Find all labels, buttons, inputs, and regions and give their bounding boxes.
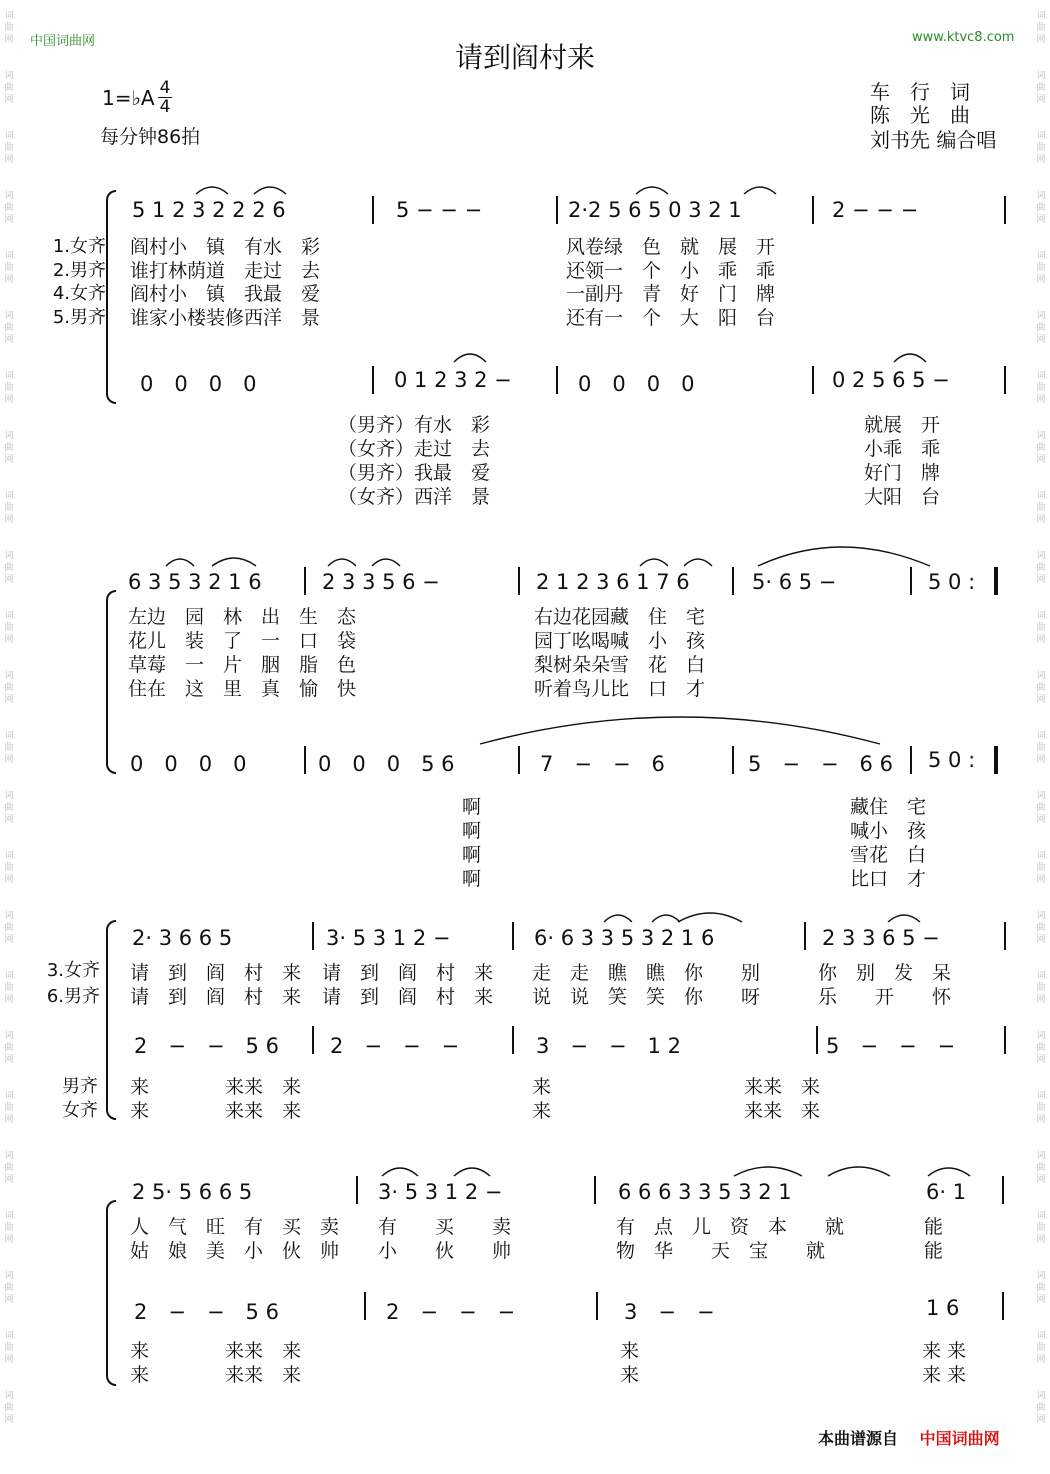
s3-lower-m1: 2 − − 5 6 — [134, 1034, 279, 1058]
slur — [166, 559, 194, 566]
slur — [678, 913, 742, 922]
slur — [888, 915, 920, 922]
s2-upper-m5: 5 0 : — [928, 570, 976, 594]
side-watermark-text: 词 曲 网 — [1036, 731, 1046, 765]
lyric-line: 来 — [620, 1364, 640, 1386]
lyric-line: 来 来来 来 — [130, 1076, 302, 1098]
lyricist-credit: 车 行 词 — [870, 80, 970, 104]
lyric-line: 来来 来 — [744, 1100, 821, 1122]
lyric-line: 人 气 旺 有 买 卖 — [130, 1216, 340, 1238]
lyric-line: 来 — [532, 1100, 552, 1122]
lyric-line: 来 来 — [922, 1340, 967, 1362]
lyric-line: 乐 开 怀 — [818, 986, 952, 1008]
lyric-line: 阎村小 镇 我最 爱 — [130, 283, 321, 305]
side-watermark-text: 词 曲 网 — [1036, 311, 1046, 345]
s1-lower-m1: 0 0 0 0 — [140, 372, 257, 396]
side-watermark-text: 词 曲 网 — [1036, 611, 1046, 645]
side-watermark-text: 词 曲 网 — [4, 611, 14, 645]
s4-upper-m3: 6 6 6 3 3 5 3 2 1 — [618, 1180, 792, 1204]
lyric-line: 能 — [924, 1240, 944, 1262]
lyric-line: 听着鸟儿比 口 才 — [534, 678, 706, 700]
slur — [734, 1167, 802, 1176]
lyric-line: 谁家小楼装修西洋 景 — [130, 307, 321, 329]
s2-lower-m5: 5 0 : — [928, 748, 976, 772]
lyric-line: 来 — [532, 1076, 552, 1098]
slur — [604, 915, 632, 922]
s1-upper-m2: 5 − − − — [396, 198, 483, 222]
lyric-line: 还有一 个 大 阳 台 — [566, 307, 776, 329]
lyric-line: 右边花园藏 住 宅 — [534, 606, 706, 628]
key-signature: 1=♭A — [102, 86, 155, 110]
lyric-line: 花儿 装 了 一 口 袋 — [128, 630, 357, 652]
side-watermark-text: 词 曲 网 — [4, 1211, 14, 1245]
side-watermark-text: 词 曲 网 — [4, 551, 14, 585]
side-watermark-text: 词 曲 网 — [4, 1271, 14, 1305]
lyric-line: 你 别 发 呆 — [818, 962, 952, 984]
lyric-line: 来 来来 来 — [130, 1364, 302, 1386]
s4-lower-m4: 1 6 — [926, 1296, 960, 1320]
lyric-line: 藏住 宅 — [850, 796, 927, 818]
footer-source-site: 中国词曲网 — [919, 1429, 1000, 1448]
footer-source — [818, 1426, 1000, 1449]
s2-lower-m3: 7 − − 6 — [540, 752, 665, 776]
slur — [758, 547, 930, 566]
side-watermark-text: 词 曲 网 — [1036, 851, 1046, 885]
s3-lower-m2: 2 − − − — [330, 1034, 460, 1058]
voice-label: 5.男齐 — [52, 307, 106, 328]
slur — [328, 559, 356, 566]
side-watermark-text: 词 曲 网 — [4, 971, 14, 1005]
lyric-line: 一副丹 青 好 门 牌 — [566, 283, 776, 305]
s2-lower-m4: 5 − − 6 6 — [748, 752, 893, 776]
site-name-left: 中国词曲网 — [30, 34, 96, 49]
lyric-line: 来来 来 — [744, 1076, 821, 1098]
lyric-line: 好门 牌 — [864, 462, 941, 484]
side-watermark-text: 词 曲 网 — [4, 1151, 14, 1185]
slur — [480, 717, 880, 744]
lyric-line: 啊 — [462, 844, 482, 866]
side-watermark-text: 词 曲 网 — [4, 371, 14, 405]
lyric-line: 园丁吆喝喊 小 孩 — [534, 630, 706, 652]
side-watermark-text: 词 曲 网 — [1036, 971, 1046, 1005]
lyric-line: （女齐）走过 去 — [338, 438, 491, 460]
side-watermark-text: 词 曲 网 — [1036, 131, 1046, 165]
side-watermark-text: 词 曲 网 — [4, 311, 14, 345]
lyric-line: 能 — [924, 1216, 944, 1238]
side-watermark-text: 词 曲 网 — [4, 1391, 14, 1425]
side-watermark-text: 词 曲 网 — [4, 791, 14, 825]
side-watermark-text: 词 曲 网 — [4, 491, 14, 525]
composer-credit: 陈 光 曲 — [870, 103, 970, 127]
s4-upper-m4: 6· 1 — [926, 1180, 967, 1204]
slur — [454, 1168, 490, 1176]
lyric-line: 喊小 孩 — [850, 820, 927, 842]
side-watermark-text: 词 曲 网 — [1036, 371, 1046, 405]
lyric-line: 住在 这 里 真 愉 快 — [128, 678, 357, 700]
lyric-line: 小 伙 帅 — [378, 1240, 512, 1262]
s3-upper-m1: 2· 3 6 6 5 — [132, 926, 233, 950]
lyric-line: 啊 — [462, 820, 482, 842]
side-watermark-text: 词 曲 网 — [4, 251, 14, 285]
s4-upper-m1: 2 5· 5 6 6 5 — [132, 1180, 253, 1204]
footer-source-label: 本曲谱源自 — [818, 1429, 899, 1448]
slur — [254, 187, 286, 194]
lyric-line: 走 走 瞧 瞧 你 别 — [532, 962, 761, 984]
voice-label: 6.男齐 — [46, 986, 100, 1007]
slur — [636, 187, 668, 194]
lyric-line: 雪花 白 — [850, 844, 927, 866]
lyric-line: 还领一 个 小 乖 乖 — [566, 260, 776, 282]
lyric-line: 请 到 阎 村 来 — [322, 986, 494, 1008]
side-watermark-text: 词 曲 网 — [1036, 491, 1046, 525]
side-watermark-text: 词 曲 网 — [4, 1031, 14, 1065]
side-watermark-text: 词 曲 网 — [1036, 911, 1046, 945]
lyric-line: 大阳 台 — [864, 486, 941, 508]
lyric-line: 就展 开 — [864, 414, 941, 436]
s2-upper-m4: 5· 6 5 − — [752, 570, 837, 594]
slur — [684, 559, 712, 566]
side-watermark-text: 词 曲 网 — [4, 131, 14, 165]
lyric-line: 风卷绿 色 就 展 开 — [566, 236, 776, 258]
s3-upper-m4: 2 3 3 6 5 − — [822, 926, 940, 950]
tempo-marking: 每分钟86拍 — [100, 126, 201, 148]
s1-upper-m3: 2·2 5 6 5 0 3 2 1 — [568, 198, 742, 222]
song-title: 请到阎村来 — [454, 41, 595, 74]
lyric-line: 小乖 乖 — [864, 438, 941, 460]
voice-label: 4.女齐 — [52, 283, 106, 304]
lyric-line: 来 来来 来 — [130, 1340, 302, 1362]
s4-lower-m2: 2 − − − — [386, 1300, 516, 1324]
s2-lower-m2: 0 0 0 5 6 — [318, 752, 455, 776]
s3-upper-m2: 3· 5 3 1 2 − — [326, 926, 451, 950]
s4-upper-m2: 3· 5 3 1 2 − — [378, 1180, 503, 1204]
lyric-line: 梨树朵朵雪 花 白 — [534, 654, 706, 676]
slur — [894, 354, 926, 362]
side-watermark-text: 词 曲 网 — [4, 731, 14, 765]
lyric-line: 来 来 — [922, 1364, 967, 1386]
slur — [640, 559, 668, 566]
lyric-line: 姑 娘 美 小 伙 帅 — [130, 1240, 340, 1262]
voice-label: 1.女齐 — [52, 236, 106, 257]
side-watermark-text: 词 曲 网 — [4, 911, 14, 945]
lyric-line: 比口 才 — [850, 868, 927, 890]
s1-lower-m3: 0 0 0 0 — [578, 372, 695, 396]
voice-label: 女齐 — [62, 1100, 98, 1121]
side-watermark-text: 词 曲 网 — [1036, 551, 1046, 585]
lyric-line: 请 到 阎 村 来 — [130, 962, 302, 984]
side-watermark-text: 词 曲 网 — [1036, 11, 1046, 45]
side-watermark-text: 词 曲 网 — [1036, 1331, 1046, 1365]
side-watermark-text: 词 曲 网 — [4, 1091, 14, 1125]
lyric-line: 请 到 阎 村 来 — [130, 986, 302, 1008]
lyric-line: 来 来来 来 — [130, 1100, 302, 1122]
lyric-line: 物 华 天 宝 就 — [616, 1240, 826, 1262]
lyric-line: 说 说 笑 笑 你 呀 — [532, 986, 761, 1008]
s2-upper-m3: 2 1 2 3 6 1 7 6 — [536, 570, 690, 594]
slur — [652, 915, 680, 922]
slur — [212, 558, 256, 566]
lyric-line: 草莓 一 片 胭 脂 色 — [128, 654, 357, 676]
arranger-credit: 刘书先 编合唱 — [870, 128, 997, 152]
s1-lower-m4: 0 2 5 6 5 − — [832, 368, 950, 392]
voice-label: 2.男齐 — [52, 260, 106, 281]
s1-upper-m4: 2 − − − — [832, 198, 919, 222]
s2-upper-m1: 6 3 5 3 2 1 6 — [128, 570, 262, 594]
side-watermark-text: 词 曲 网 — [4, 191, 14, 225]
lyric-line: 谁打林荫道 走过 去 — [130, 260, 321, 282]
s4-lower-m1: 2 − − 5 6 — [134, 1300, 279, 1324]
s1-upper-m1: 5 1 2 3 2 2 2 6 — [132, 198, 286, 222]
lyric-line: 请 到 阎 村 来 — [322, 962, 494, 984]
side-watermark-text: 词 曲 网 — [1036, 1391, 1046, 1425]
slur — [382, 1168, 418, 1176]
voice-label: 男齐 — [62, 1076, 98, 1097]
s3-lower-m3: 3 − − 1 2 — [536, 1034, 681, 1058]
voice-label: 3.女齐 — [46, 960, 100, 981]
lyric-line: 啊 — [462, 796, 482, 818]
lyric-line: 啊 — [462, 868, 482, 890]
side-watermark-text: 词 曲 网 — [1036, 71, 1046, 105]
side-watermark-text: 词 曲 网 — [4, 851, 14, 885]
side-watermark-text: 词 曲 网 — [4, 671, 14, 705]
lyric-line: （女齐）西洋 景 — [338, 486, 491, 508]
side-watermark-text: 词 曲 网 — [4, 71, 14, 105]
side-watermark-text: 词 曲 网 — [1036, 1151, 1046, 1185]
s3-lower-m4: 5 − − − — [826, 1034, 956, 1058]
s3-upper-m3: 6· 6 3 3 5 3 2 1 6 — [534, 926, 715, 950]
side-watermark-text: 词 曲 网 — [1036, 1211, 1046, 1245]
lyric-line: 阎村小 镇 有水 彩 — [130, 236, 321, 258]
lyric-line: 左边 园 林 出 生 态 — [128, 606, 357, 628]
time-signature-top: 4 — [159, 78, 171, 98]
lyric-line: 有 点 儿 资 本 就 — [616, 1216, 845, 1238]
side-watermark-text: 词 曲 网 — [4, 431, 14, 465]
side-watermark-text: 词 曲 网 — [4, 11, 14, 45]
slur — [828, 1167, 890, 1176]
side-watermark-text: 词 曲 网 — [1036, 791, 1046, 825]
slur — [196, 187, 228, 194]
lyric-line: 来 — [620, 1340, 640, 1362]
side-watermark-text: 词 曲 网 — [1036, 431, 1046, 465]
lyric-line: 有 买 卖 — [378, 1216, 512, 1238]
slur — [928, 1168, 970, 1176]
s2-upper-m2: 2 3 3 5 6 − — [322, 570, 440, 594]
side-watermark-text: 词 曲 网 — [1036, 1031, 1046, 1065]
side-watermark-text: 词 曲 网 — [1036, 671, 1046, 705]
lyric-line: （男齐）我最 爱 — [338, 462, 491, 484]
side-watermark-text: 词 曲 网 — [1036, 1271, 1046, 1305]
slur — [744, 187, 776, 194]
s4-lower-m3: 3 − − — [624, 1300, 715, 1324]
side-watermark-text: 词 曲 网 — [1036, 191, 1046, 225]
side-watermark-text: 词 曲 网 — [4, 1331, 14, 1365]
time-signature-bottom: 4 — [159, 97, 171, 117]
s2-lower-m1: 0 0 0 0 — [130, 752, 247, 776]
slur — [454, 354, 486, 362]
side-watermark-text: 词 曲 网 — [1036, 251, 1046, 285]
site-url-right: www.ktvc8.com — [912, 30, 1015, 45]
lyric-line: （男齐）有水 彩 — [338, 414, 491, 436]
slur — [372, 559, 400, 566]
s1-lower-m2: 0 1 2 3 2 − — [394, 368, 512, 392]
side-watermark-text: 词 曲 网 — [1036, 1091, 1046, 1125]
